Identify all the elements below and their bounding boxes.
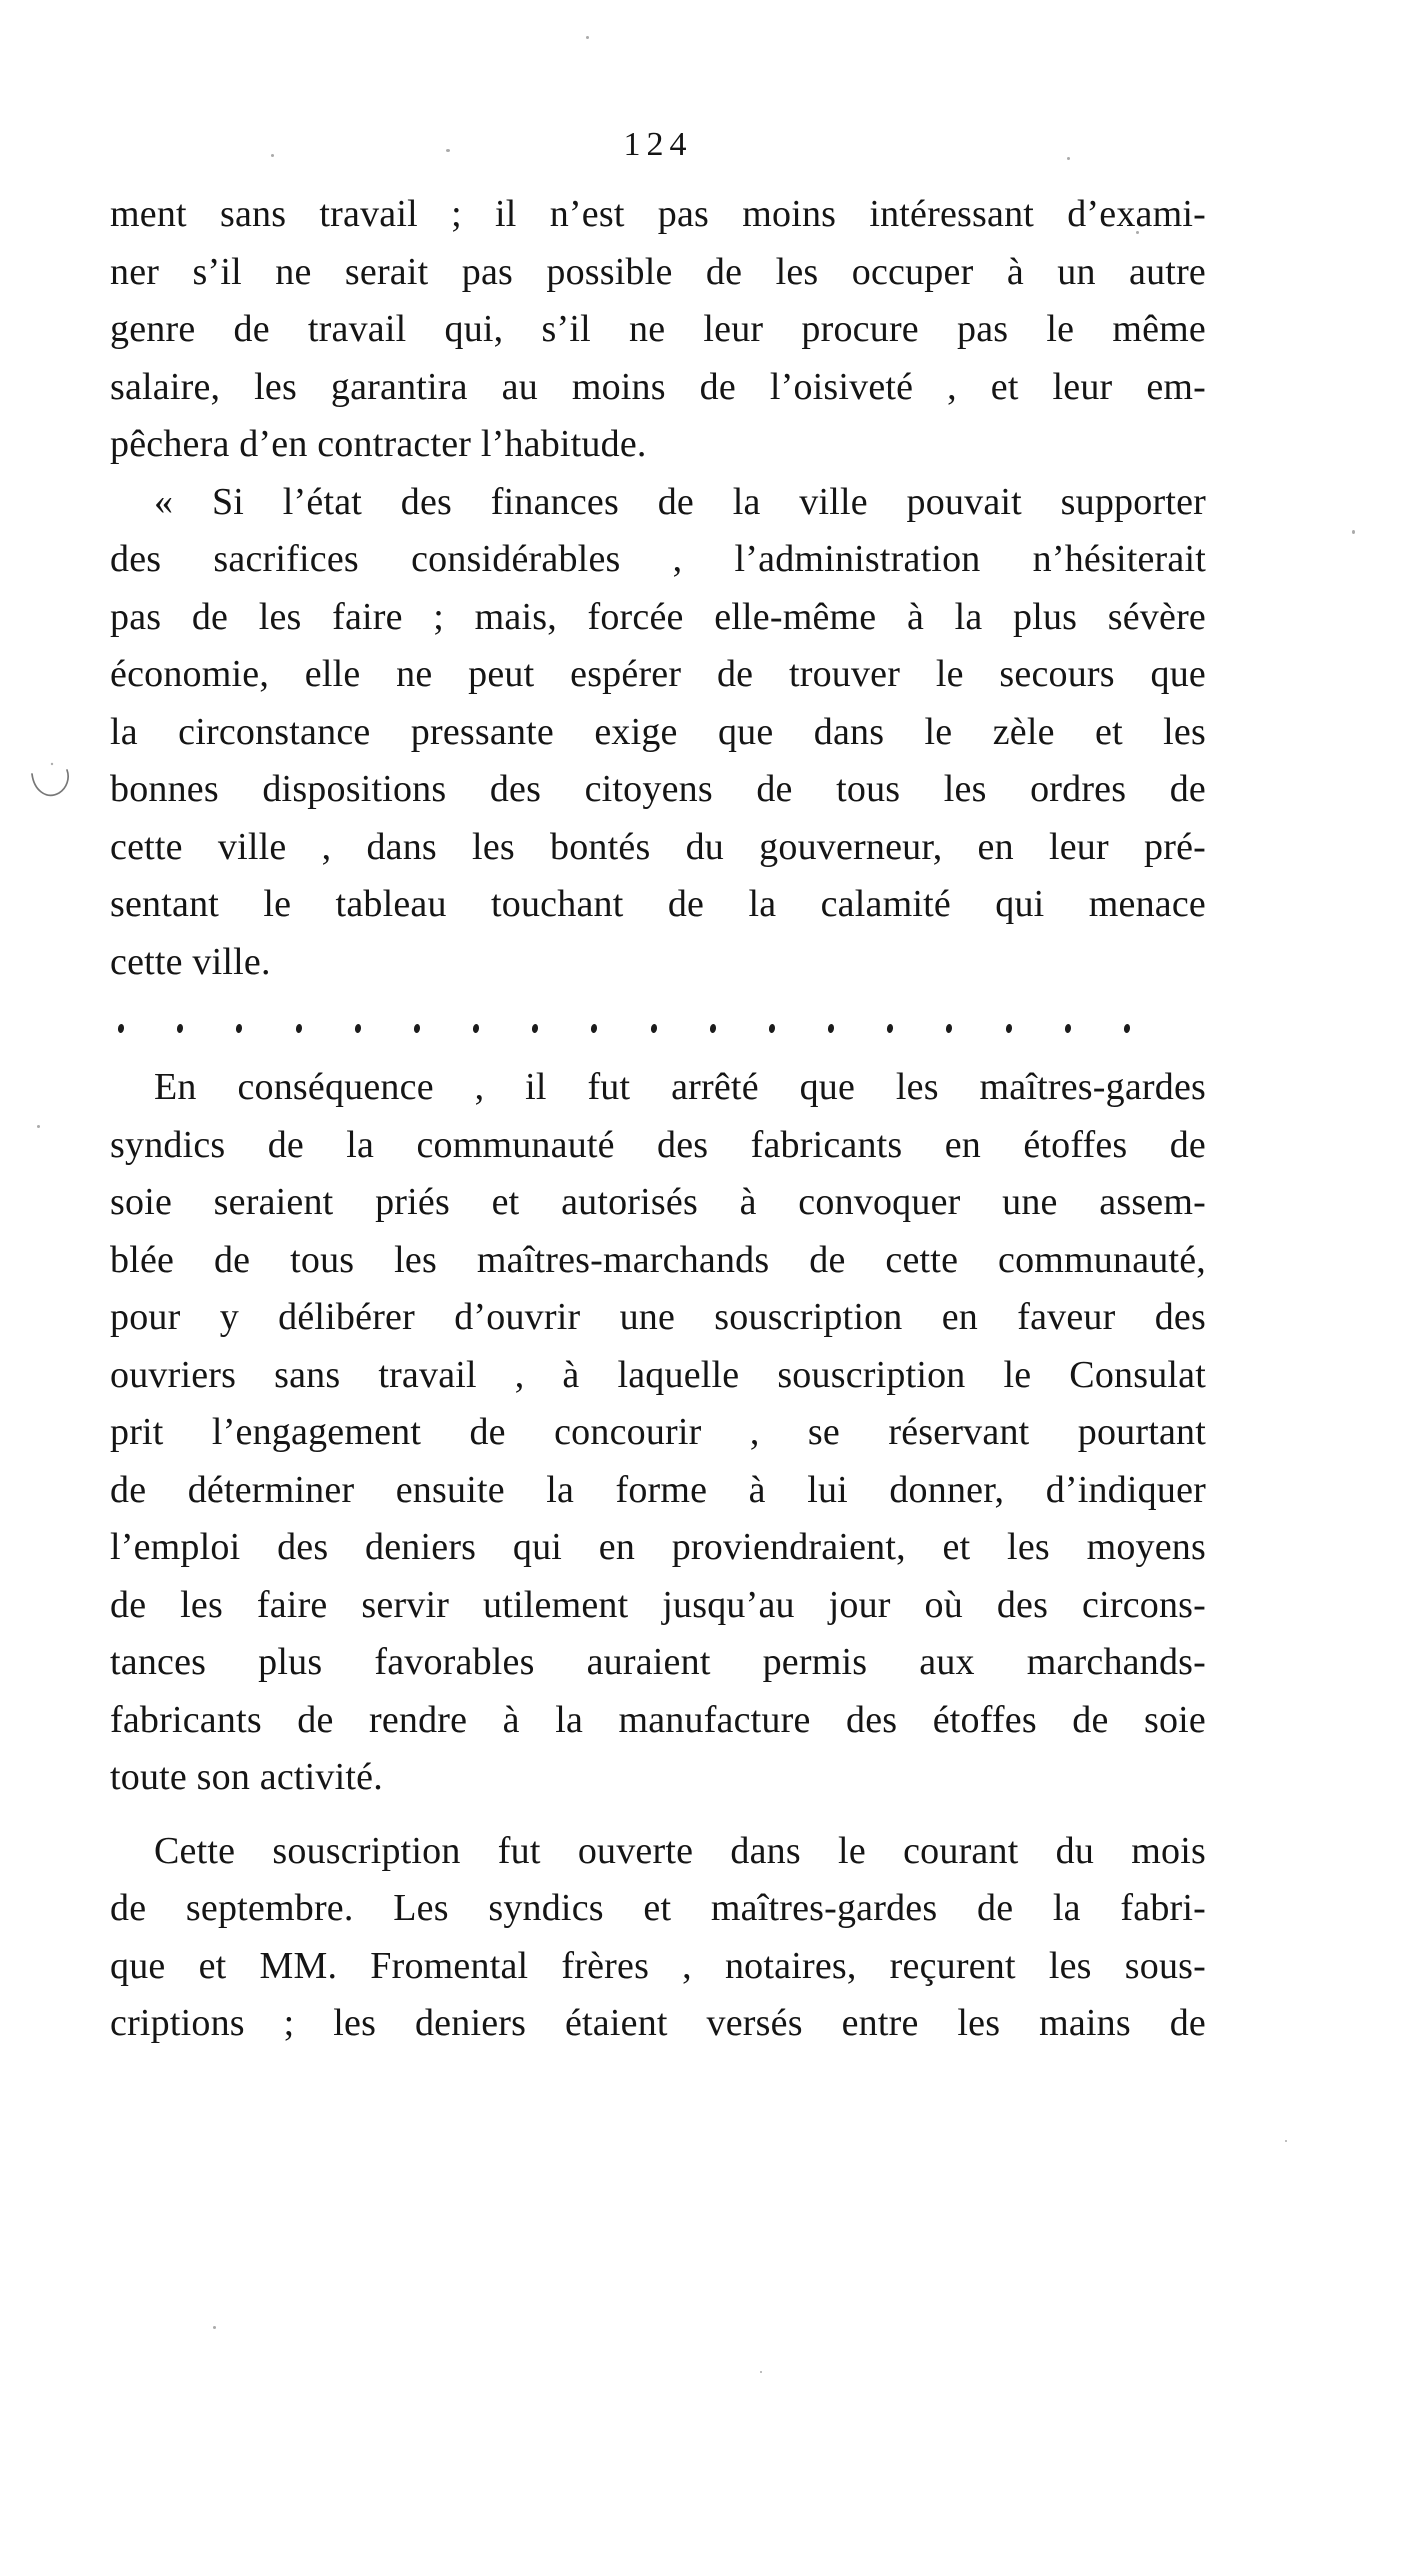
- text-line: pas de les faire ; mais, forcée elle-même à la plus sévère: [110, 595, 1206, 638]
- separator-dot: [591, 1023, 598, 1033]
- text-line: salaire, les garantira au moins de l’oisiveté , et leur em-: [110, 365, 1206, 408]
- text-line: de septembre. Les syndics et maîtres-gardes de la fabri-: [110, 1887, 1206, 1929]
- text-line: prit l’engagement de concourir , se réservant pourtant: [110, 1411, 1206, 1453]
- text-line: la circonstance pressante exige que dans le zèle et les: [110, 710, 1206, 753]
- separator-dot: [413, 1023, 420, 1033]
- text-line: toute son activité.: [110, 1756, 383, 1798]
- scan-speck: [1352, 530, 1355, 534]
- text-line: de déterminer ensuite la forme à lui donner, d’indiquer: [110, 1468, 1206, 1511]
- text-line: cette ville.: [110, 940, 271, 983]
- text-line: sentant le tableau touchant de la calamité qui menace: [110, 883, 1206, 925]
- scan-speck: [1067, 157, 1070, 160]
- text-line: fabricants de rendre à la manufacture des étoffes de soie: [110, 1698, 1206, 1741]
- text-line: blée de tous les maîtres-marchands de cette communauté,: [110, 1238, 1206, 1281]
- text-line: des sacrifices considérables , l’administration n’hésiterait: [110, 538, 1206, 580]
- scan-speck: [760, 2371, 762, 2373]
- paragraph: [110, 1059, 1206, 1807]
- separator-dot: [650, 1023, 657, 1033]
- handwritten-margin-pen-mark-icon: [22, 752, 86, 816]
- text-line: En conséquence , il fut arrêté que les maîtres-gardes: [154, 1066, 1206, 1108]
- text-line: pêchera d’en contracter l’habitude.: [110, 423, 647, 465]
- text-line: que et MM. Fromental frères , notaires, reçurent les sous-: [110, 1944, 1206, 1987]
- separator-dot: [472, 1023, 479, 1033]
- text-line: cette ville , dans les bontés du gouverneur, en leur pré-: [110, 825, 1206, 868]
- separator-dot: [887, 1023, 894, 1033]
- text-line: syndics de la communauté des fabricants en étoffes de: [110, 1123, 1206, 1166]
- text-line: pour y délibérer d’ouvrir une souscription en faveur des: [110, 1296, 1206, 1338]
- separator-dot: [946, 1023, 953, 1033]
- separator-dot: [768, 1023, 775, 1033]
- text-line: tances plus favorables auraient permis aux marchands-: [110, 1641, 1206, 1683]
- scan-speck: [1285, 2140, 1287, 2142]
- separator-dot: [709, 1023, 716, 1033]
- text-block: [110, 186, 1206, 2053]
- scan-speck: [586, 36, 589, 39]
- text-line: économie, elle ne peut espérer de trouver le secours que: [110, 653, 1206, 695]
- separator-dot: [1123, 1023, 1130, 1033]
- text-line: ouvriers sans travail , à laquelle souscription le Consulat: [110, 1353, 1206, 1396]
- paragraph: [110, 474, 1206, 992]
- scan-speck: [213, 2326, 216, 2329]
- text-line: « Si l’état des finances de la ville pouvait supporter: [154, 480, 1206, 523]
- text-line: bonnes dispositions des citoyens de tous les ordres de: [110, 768, 1206, 810]
- text-line: Cette souscription fut ouverte dans le courant du mois: [154, 1829, 1206, 1872]
- separator-dot: [117, 1023, 124, 1033]
- text-line: l’emploi des deniers qui en proviendraient, et les moyens: [110, 1526, 1206, 1568]
- text-line: ner s’il ne serait pas possible de les occuper à un autre: [110, 250, 1206, 293]
- scan-speck: [446, 149, 450, 152]
- scan-speck: [37, 1125, 40, 1128]
- separator-dot: [532, 1023, 539, 1033]
- separator-dot: [177, 1023, 184, 1033]
- text-line: de les faire servir utilement jusqu’au jour où des circons-: [110, 1583, 1206, 1626]
- separator-dot: [1064, 1023, 1071, 1033]
- paragraph: [110, 186, 1206, 474]
- separator-dot: [236, 1023, 243, 1033]
- scan-speck: [1136, 231, 1139, 234]
- page-number: 124: [623, 126, 693, 163]
- separator-dot: [295, 1023, 302, 1033]
- separator-dot: [1005, 1023, 1012, 1033]
- separator-dot: [354, 1023, 361, 1033]
- paragraph: [110, 1823, 1206, 2053]
- text-line: soie seraient priés et autorisés à convoquer une assem-: [110, 1181, 1206, 1223]
- text-line: ment sans travail ; il n’est pas moins intéressant d’exami-: [110, 193, 1206, 235]
- separator-dot: [827, 1023, 834, 1033]
- dotted-separator: [118, 1022, 1130, 1034]
- text-line: criptions ; les deniers étaient versés entre les mains de: [110, 2002, 1206, 2044]
- scan-speck: [271, 154, 274, 157]
- text-line: genre de travail qui, s’il ne leur procure pas le même: [110, 308, 1206, 350]
